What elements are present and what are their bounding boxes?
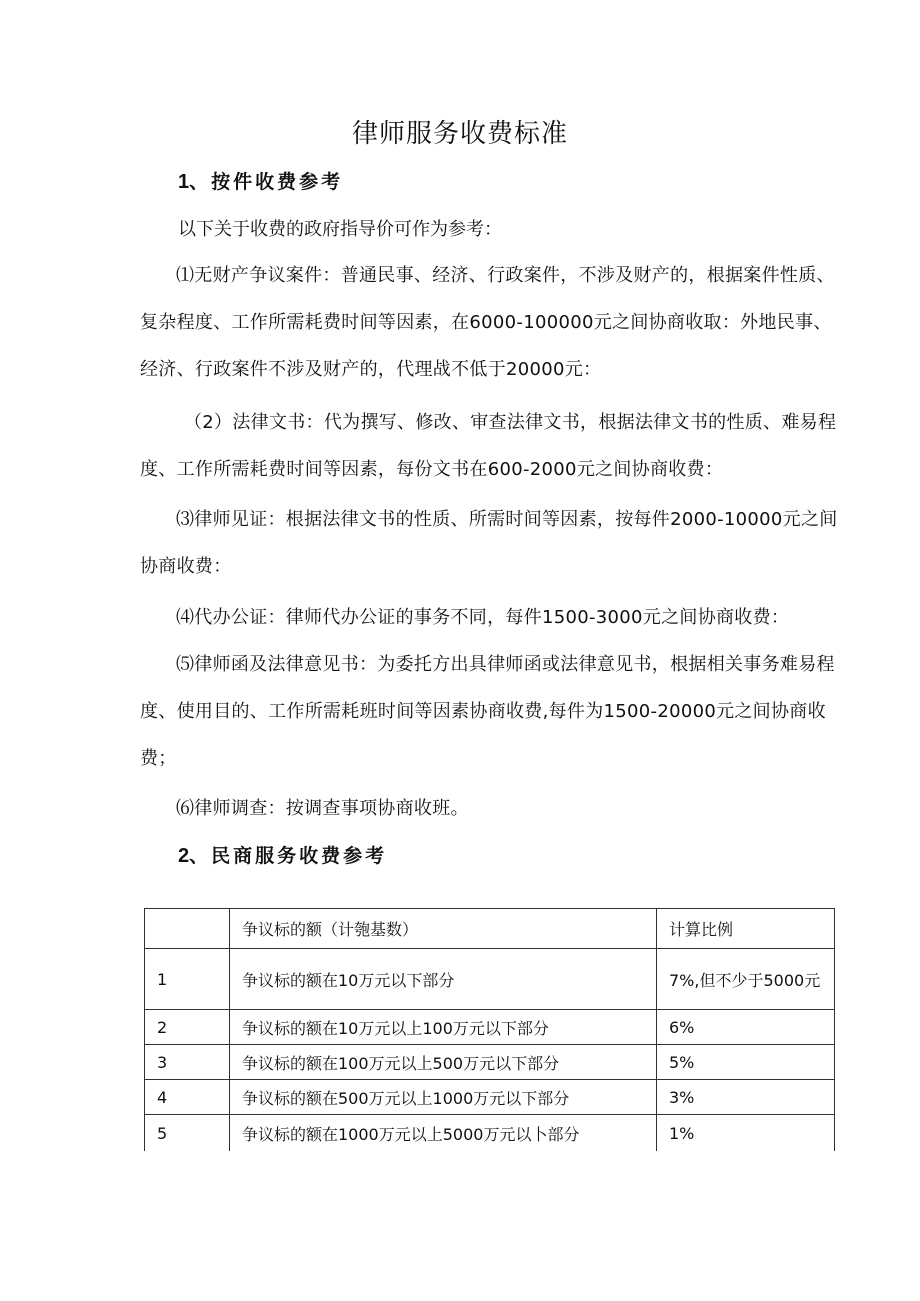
fee-item-text: （2）法律文书：代为撰写、修改、审查法律文书，根据法律文书的性质、难易程度、工作所需耗费时间等因素，每份文书在600-2000元之间协商收费： — [140, 412, 837, 480]
section-heading-1 — [178, 168, 343, 196]
fee-item-paragraph — [140, 496, 840, 590]
fee-item-text: ⑹律师调查：按调查事项协商收班。 — [176, 798, 469, 819]
table-cell-index: 5 — [145, 1115, 230, 1152]
section-number: 1 — [178, 171, 190, 193]
table-cell-index: 1 — [145, 949, 230, 1010]
page-title: 律师服务收费标准 — [351, 119, 568, 149]
table-row — [145, 1080, 835, 1115]
fee-item-text: ⑴无财产争议案件：普通民事、经济、行政案件，不涉及财产的，根据案件性质、复杂程度、工作所需耗费时间等因素，在6000-100000元之间协商收取：外地民事、经济、行政案件不涉及财产的，代理战不低于20000元： — [140, 265, 835, 380]
table-header-cell: 计算比例 — [657, 909, 835, 949]
fee-item-paragraph — [140, 594, 840, 641]
fee-item-text: ⑸律师函及法律意见书：为委托方出具律师函或法律意见书，根据相关事务难易程度、使用目的、工作所需耗班时间等因素协商收费,每件为1500-20000元之间协商收费； — [140, 654, 835, 769]
table-cell-rate: 1% — [657, 1115, 835, 1152]
section-heading-text: 、按件收费参考 — [189, 171, 344, 193]
section-heading-2 — [178, 842, 387, 870]
intro-text: 以下关于收费的政府指导价可作为参考： — [178, 219, 502, 240]
table-header-cell: 争议标的额（计匏基数） — [230, 909, 657, 949]
table-cell-index: 2 — [145, 1010, 230, 1045]
table-row — [145, 1115, 835, 1152]
table-cell-range: 争议标的额在1000万元以上5000万元以卜部分 — [230, 1115, 657, 1152]
fee-item-paragraph — [140, 252, 840, 393]
table-cell-range: 争议标的额在10万元以下部分 — [230, 949, 657, 1010]
table-row — [145, 1010, 835, 1045]
fee-item-paragraph — [140, 641, 840, 782]
table-cell-index: 4 — [145, 1080, 230, 1115]
table-cell-range: 争议标的额在10万元以上100万元以下部分 — [230, 1010, 657, 1045]
table-cell-rate: 3% — [657, 1080, 835, 1115]
table-header-cell — [145, 909, 230, 949]
table-cell-index: 3 — [145, 1045, 230, 1080]
section-heading-text: 、民商服务收费参考 — [189, 845, 388, 867]
table-row — [145, 1045, 835, 1080]
fee-item-paragraph — [140, 785, 840, 832]
fee-rate-table — [144, 908, 835, 1151]
table-cell-range: 争议标的额在500万元以上1000万元以下部分 — [230, 1080, 657, 1115]
fee-item-text: ⑷代办公证：律师代办公证的事务不同，每件1500-3000元之间协商收费： — [176, 607, 790, 628]
table-header-row — [145, 909, 835, 949]
table-cell-range: 争议标的额在100万元以上500万元以下部分 — [230, 1045, 657, 1080]
fee-item-paragraph — [140, 399, 840, 493]
fee-item-text: ⑶律师见证：根据法律文书的性质、所需时间等因素，按每件2000-10000元之间协商收费： — [140, 509, 838, 577]
table-cell-rate: 6% — [657, 1010, 835, 1045]
table-row — [145, 949, 835, 1010]
table-cell-rate: 5% — [657, 1045, 835, 1080]
table-cell-rate: 7%,但不少于5000元 — [657, 949, 835, 1010]
section-number: 2 — [178, 845, 190, 867]
